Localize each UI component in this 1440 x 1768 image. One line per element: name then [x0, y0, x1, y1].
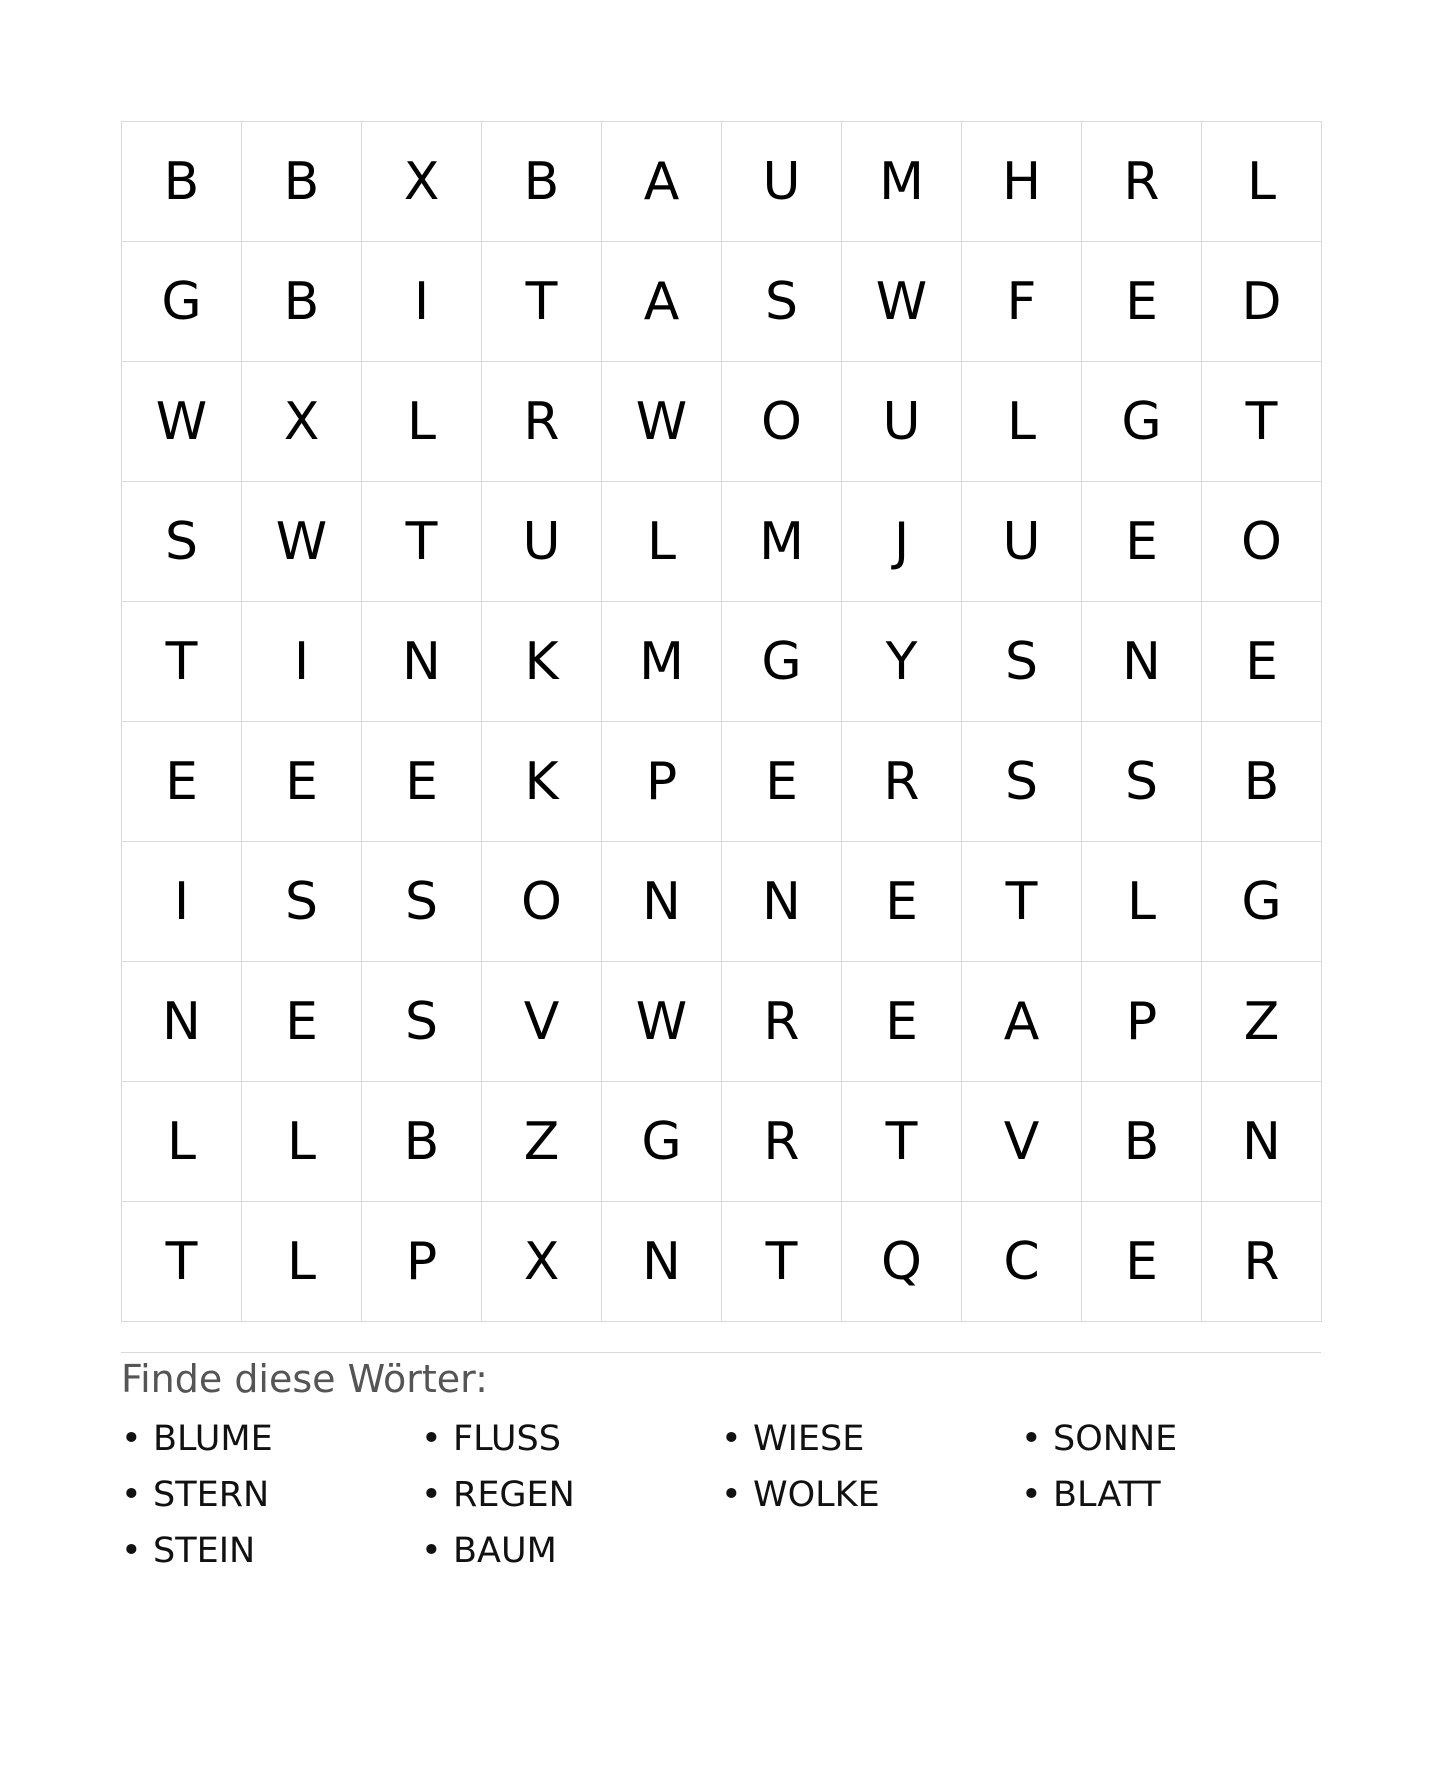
grid-cell-r5-c2[interactable]: E	[362, 722, 482, 842]
grid-cell-r1-c5[interactable]: S	[722, 242, 842, 362]
grid-cell-r1-c0[interactable]: G	[122, 242, 242, 362]
grid-cell-r1-c6[interactable]: W	[842, 242, 962, 362]
grid-cell-r0-c1[interactable]: B	[242, 122, 362, 242]
word-list-item	[121, 1473, 421, 1517]
grid-cell-r2-c0[interactable]: W	[122, 362, 242, 482]
word-list-item	[721, 1473, 1021, 1517]
grid-cell-r7-c4[interactable]: W	[602, 962, 722, 1082]
grid-cell-r8-c6[interactable]: T	[842, 1082, 962, 1202]
grid-cell-r8-c5[interactable]: R	[722, 1082, 842, 1202]
grid-cell-r6-c8[interactable]: L	[1082, 842, 1202, 962]
bullet-icon: •	[1021, 1419, 1042, 1459]
word-label: WOLKE	[753, 1475, 880, 1515]
word-list-item	[421, 1417, 721, 1461]
bullet-icon: •	[1021, 1475, 1042, 1515]
grid-cell-r2-c1[interactable]: X	[242, 362, 362, 482]
grid-cell-r1-c7[interactable]: F	[962, 242, 1082, 362]
grid-cell-r8-c2[interactable]: B	[362, 1082, 482, 1202]
grid-cell-r3-c0[interactable]: S	[122, 482, 242, 602]
grid-cell-r8-c7[interactable]: V	[962, 1082, 1082, 1202]
grid-cell-r0-c8[interactable]: R	[1082, 122, 1202, 242]
grid-cell-r5-c7[interactable]: S	[962, 722, 1082, 842]
grid-cell-r1-c3[interactable]: T	[482, 242, 602, 362]
grid-cell-r6-c1[interactable]: S	[242, 842, 362, 962]
grid-cell-r5-c3[interactable]: K	[482, 722, 602, 842]
grid-cell-r5-c8[interactable]: S	[1082, 722, 1202, 842]
grid-cell-r3-c1[interactable]: W	[242, 482, 362, 602]
grid-cell-r0-c9[interactable]: L	[1202, 122, 1322, 242]
grid-cell-r8-c8[interactable]: B	[1082, 1082, 1202, 1202]
bullet-icon: •	[421, 1419, 442, 1459]
grid-cell-r1-c9[interactable]: D	[1202, 242, 1322, 362]
grid-cell-r2-c2[interactable]: L	[362, 362, 482, 482]
grid-cell-r7-c8[interactable]: P	[1082, 962, 1202, 1082]
word-search-sheet	[121, 121, 1321, 1573]
word-label: BAUM	[453, 1531, 557, 1571]
grid-cell-r2-c3[interactable]: R	[482, 362, 602, 482]
grid-cell-r4-c6[interactable]: Y	[842, 602, 962, 722]
grid-cell-r3-c3[interactable]: U	[482, 482, 602, 602]
grid-cell-r3-c8[interactable]: E	[1082, 482, 1202, 602]
grid-cell-r9-c5[interactable]: T	[722, 1202, 842, 1322]
grid-cell-r8-c3[interactable]: Z	[482, 1082, 602, 1202]
grid-cell-r3-c7[interactable]: U	[962, 482, 1082, 602]
grid-cell-r0-c7[interactable]: H	[962, 122, 1082, 242]
grid-cell-r9-c4[interactable]: N	[602, 1202, 722, 1322]
grid-cell-r0-c6[interactable]: M	[842, 122, 962, 242]
word-label: SONNE	[1053, 1419, 1178, 1459]
bullet-icon: •	[721, 1475, 742, 1515]
grid-cell-r4-c4[interactable]: M	[602, 602, 722, 722]
grid-cell-r1-c4[interactable]: A	[602, 242, 722, 362]
grid-cell-r7-c5[interactable]: R	[722, 962, 842, 1082]
word-list-item	[1021, 1417, 1321, 1461]
grid-cell-r0-c5[interactable]: U	[722, 122, 842, 242]
grid-cell-r8-c9[interactable]: N	[1202, 1082, 1322, 1202]
grid-cell-r8-c1[interactable]: L	[242, 1082, 362, 1202]
word-label: REGEN	[453, 1475, 575, 1515]
grid-cell-r5-c4[interactable]: P	[602, 722, 722, 842]
grid-cell-r0-c0[interactable]: B	[122, 122, 242, 242]
grid-cell-r6-c6[interactable]: E	[842, 842, 962, 962]
grid-cell-r8-c0[interactable]: L	[122, 1082, 242, 1202]
bullet-icon: •	[421, 1531, 442, 1571]
grid-cell-r6-c0[interactable]: I	[122, 842, 242, 962]
grid-cell-r4-c0[interactable]: T	[122, 602, 242, 722]
word-list	[121, 1417, 1321, 1573]
grid-cell-r9-c8[interactable]: E	[1082, 1202, 1202, 1322]
grid-cell-r8-c4[interactable]: G	[602, 1082, 722, 1202]
grid-cell-r2-c4[interactable]: W	[602, 362, 722, 482]
word-list-item	[721, 1417, 1021, 1461]
grid-cell-r9-c3[interactable]: X	[482, 1202, 602, 1322]
word-label: BLATT	[1053, 1475, 1161, 1515]
word-label: FLUSS	[453, 1419, 561, 1459]
word-label: BLUME	[153, 1419, 273, 1459]
grid-cell-r9-c7[interactable]: C	[962, 1202, 1082, 1322]
grid-cell-r6-c9[interactable]: G	[1202, 842, 1322, 962]
grid-cell-r3-c6[interactable]: J	[842, 482, 962, 602]
grid-cell-r5-c9[interactable]: B	[1202, 722, 1322, 842]
grid-cell-r7-c1[interactable]: E	[242, 962, 362, 1082]
word-label: STEIN	[153, 1531, 256, 1571]
grid-cell-r4-c2[interactable]: N	[362, 602, 482, 722]
word-label: WIESE	[753, 1419, 865, 1459]
divider	[121, 1352, 1321, 1353]
grid-cell-r2-c5[interactable]: O	[722, 362, 842, 482]
grid-cell-r5-c6[interactable]: R	[842, 722, 962, 842]
grid-cell-r4-c8[interactable]: N	[1082, 602, 1202, 722]
word-list-item	[121, 1529, 421, 1573]
grid-cell-r0-c3[interactable]: B	[482, 122, 602, 242]
letter-grid	[121, 121, 1322, 1322]
grid-cell-r7-c0[interactable]: N	[122, 962, 242, 1082]
grid-cell-r1-c1[interactable]: B	[242, 242, 362, 362]
grid-cell-r2-c7[interactable]: L	[962, 362, 1082, 482]
grid-cell-r4-c3[interactable]: K	[482, 602, 602, 722]
grid-cell-r1-c2[interactable]: I	[362, 242, 482, 362]
grid-cell-r4-c7[interactable]: S	[962, 602, 1082, 722]
grid-cell-r9-c6[interactable]: Q	[842, 1202, 962, 1322]
word-list-item	[121, 1417, 421, 1461]
grid-cell-r7-c9[interactable]: Z	[1202, 962, 1322, 1082]
grid-cell-r3-c9[interactable]: O	[1202, 482, 1322, 602]
grid-cell-r4-c9[interactable]: E	[1202, 602, 1322, 722]
grid-cell-r7-c3[interactable]: V	[482, 962, 602, 1082]
grid-cell-r5-c1[interactable]: E	[242, 722, 362, 842]
grid-cell-r6-c2[interactable]: S	[362, 842, 482, 962]
bullet-icon: •	[121, 1419, 142, 1459]
grid-cell-r6-c7[interactable]: T	[962, 842, 1082, 962]
grid-cell-r2-c9[interactable]: T	[1202, 362, 1322, 482]
grid-cell-r5-c0[interactable]: E	[122, 722, 242, 842]
grid-cell-r1-c8[interactable]: E	[1082, 242, 1202, 362]
grid-cell-r5-c5[interactable]: E	[722, 722, 842, 842]
bullet-icon: •	[421, 1475, 442, 1515]
grid-cell-r0-c4[interactable]: A	[602, 122, 722, 242]
word-list-item	[1021, 1473, 1321, 1517]
grid-cell-r3-c2[interactable]: T	[362, 482, 482, 602]
grid-cell-r0-c2[interactable]: X	[362, 122, 482, 242]
grid-cell-r4-c5[interactable]: G	[722, 602, 842, 722]
grid-cell-r9-c1[interactable]: L	[242, 1202, 362, 1322]
grid-cell-r6-c4[interactable]: N	[602, 842, 722, 962]
word-list-item	[421, 1473, 721, 1517]
grid-cell-r2-c8[interactable]: G	[1082, 362, 1202, 482]
grid-cell-r9-c2[interactable]: P	[362, 1202, 482, 1322]
grid-cell-r6-c3[interactable]: O	[482, 842, 602, 962]
bullet-icon: •	[721, 1419, 742, 1459]
word-list-title: Finde diese Wörter:	[121, 1357, 488, 1401]
grid-cell-r6-c5[interactable]: N	[722, 842, 842, 962]
grid-cell-r9-c0[interactable]: T	[122, 1202, 242, 1322]
word-label: STERN	[153, 1475, 270, 1515]
grid-cell-r3-c4[interactable]: L	[602, 482, 722, 602]
grid-cell-r3-c5[interactable]: M	[722, 482, 842, 602]
word-list-item	[421, 1529, 721, 1573]
bullet-icon: •	[121, 1531, 142, 1571]
grid-cell-r4-c1[interactable]: I	[242, 602, 362, 722]
bullet-icon: •	[121, 1475, 142, 1515]
grid-cell-r7-c6[interactable]: E	[842, 962, 962, 1082]
grid-cell-r9-c9[interactable]: R	[1202, 1202, 1322, 1322]
grid-cell-r2-c6[interactable]: U	[842, 362, 962, 482]
grid-cell-r7-c7[interactable]: A	[962, 962, 1082, 1082]
grid-cell-r7-c2[interactable]: S	[362, 962, 482, 1082]
